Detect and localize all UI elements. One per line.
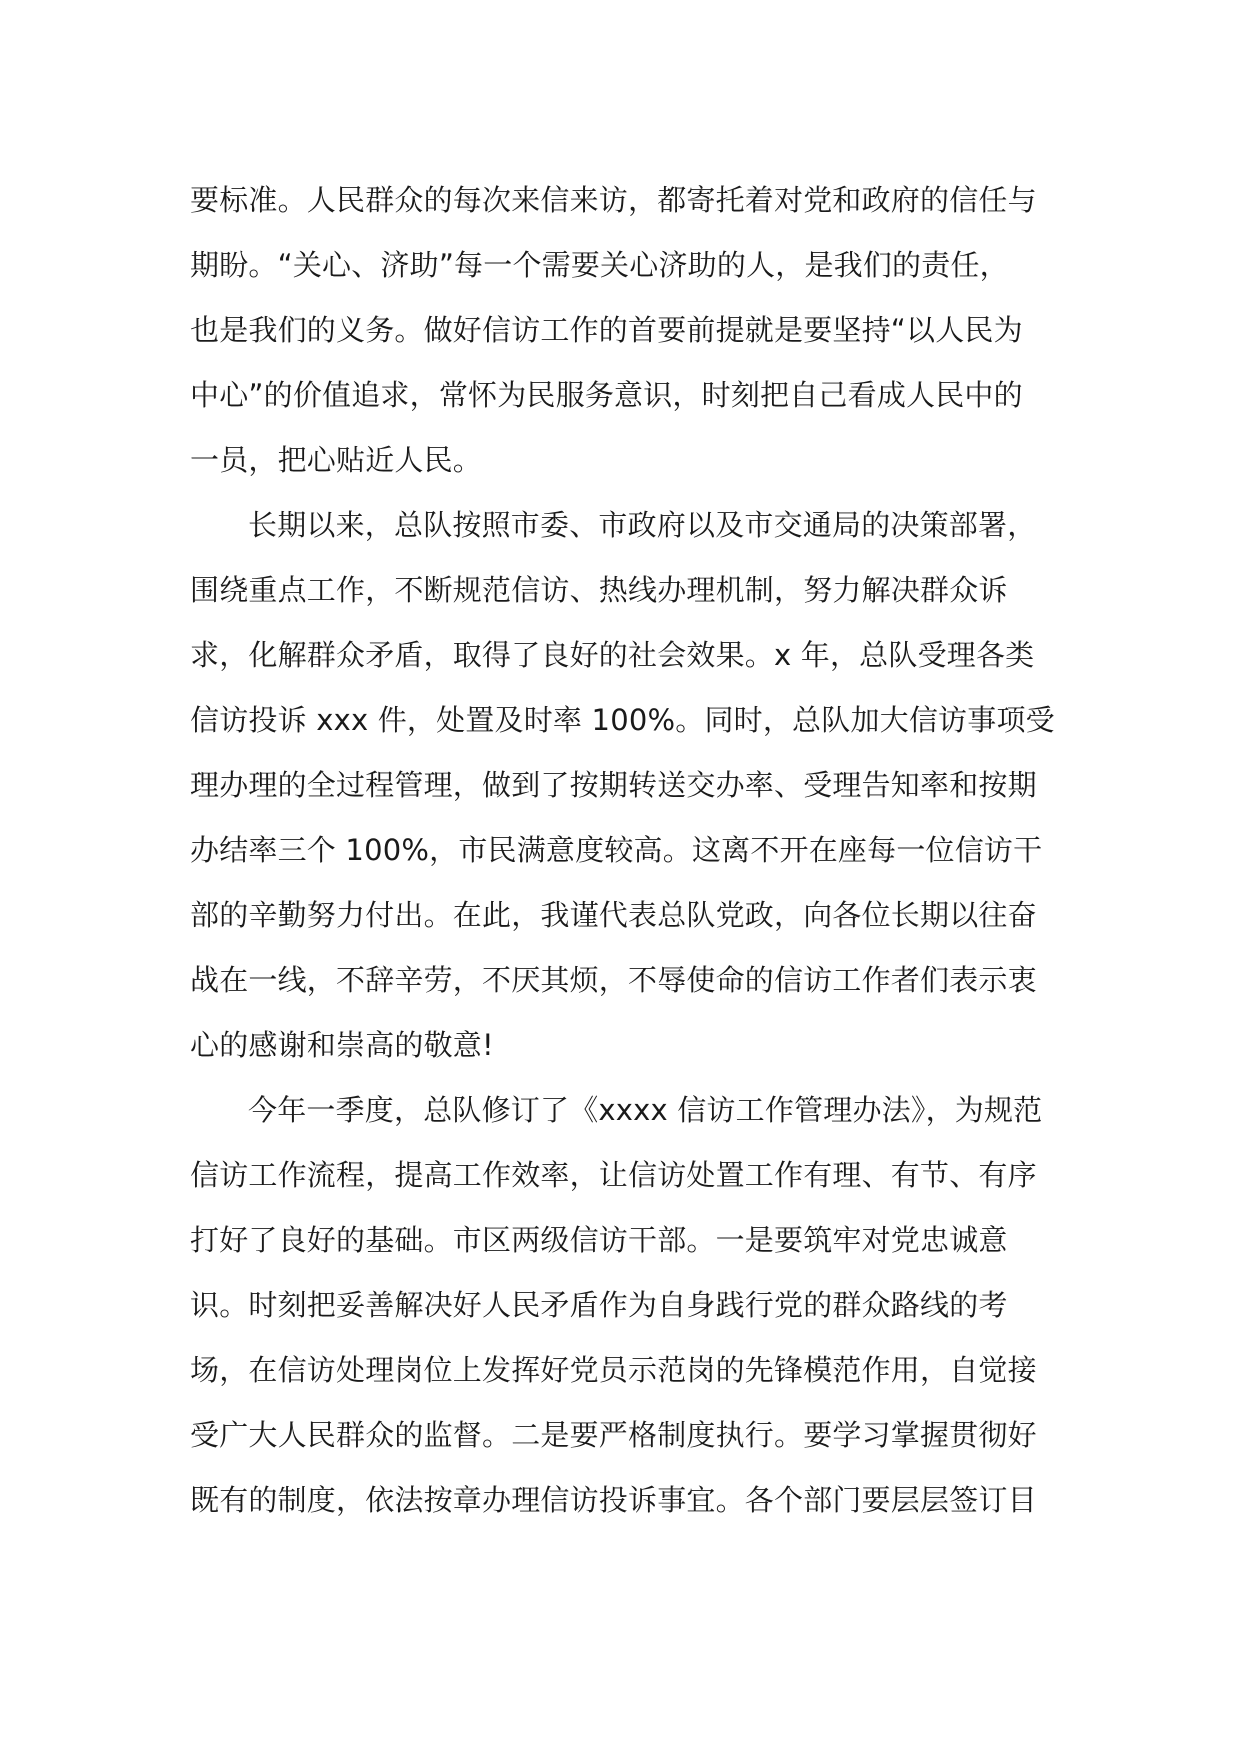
text-line: 也是我们的义务。做好信访工作的首要前提就是要坚持“以人民为 — [190, 313, 1023, 347]
text-line: 围绕重点工作，不断规范信访、热线办理机制，努力解决群众诉 — [190, 573, 1008, 607]
text-line: 心的感谢和崇高的敬意! — [190, 1028, 494, 1062]
text-line: 战在一线，不辞辛劳，不厌其烦，不辱使命的信访工作者们表示衷 — [190, 963, 1037, 997]
paragraph-start-line: 长期以来，总队按照市委、市政府以及市交通局的决策部署， — [248, 508, 1037, 542]
text-line: 求，化解群众矛盾，取得了良好的社会效果。x 年，总队受理各类 — [190, 638, 1035, 672]
text-line: 一员，把心贴近人民。 — [190, 443, 483, 477]
document-body — [190, 168, 1070, 1533]
text-line: 信访工作流程，提高工作效率，让信访处置工作有理、有节、有序 — [190, 1158, 1037, 1192]
text-line: 要标准。人民群众的每次来信来访，都寄托着对党和政府的信任与 — [190, 183, 1037, 217]
text-line: 理办理的全过程管理，做到了按期转送交办率、受理告知率和按期 — [190, 768, 1037, 802]
text-line: 受广大人民群众的监督。二是要严格制度执行。要学习掌握贯彻好 — [190, 1418, 1037, 1452]
paragraph-start-line: 今年一季度，总队修订了《xxxx 信访工作管理办法》，为规范 — [248, 1093, 1043, 1127]
text-line: 场，在信访处理岗位上发挥好党员示范岗的先锋模范作用，自觉接 — [190, 1353, 1037, 1387]
text-line: 期盼。“关心、济助”每一个需要关心济助的人，是我们的责任， — [190, 248, 1009, 282]
text-line: 部的辛勤努力付出。在此，我谨代表总队党政，向各位长期以往奋 — [190, 898, 1037, 932]
text-line: 办结率三个 100%，市民满意度较高。这离不开在座每一位信访干 — [190, 833, 1043, 867]
text-line: 信访投诉 xxx 件，处置及时率 100%。同时，总队加大信访事项受 — [190, 703, 1055, 737]
text-line: 打好了良好的基础。市区两级信访干部。一是要筑牢对党忠诚意 — [190, 1223, 1008, 1257]
text-line: 中心”的价值追求，常怀为民服务意识，时刻把自己看成人民中的 — [190, 378, 1023, 412]
text-line: 既有的制度，依法按章办理信访投诉事宜。各个部门要层层签订目 — [190, 1483, 1037, 1517]
text-line: 识。时刻把妥善解决好人民矛盾作为自身践行党的群众路线的考 — [190, 1288, 1008, 1322]
